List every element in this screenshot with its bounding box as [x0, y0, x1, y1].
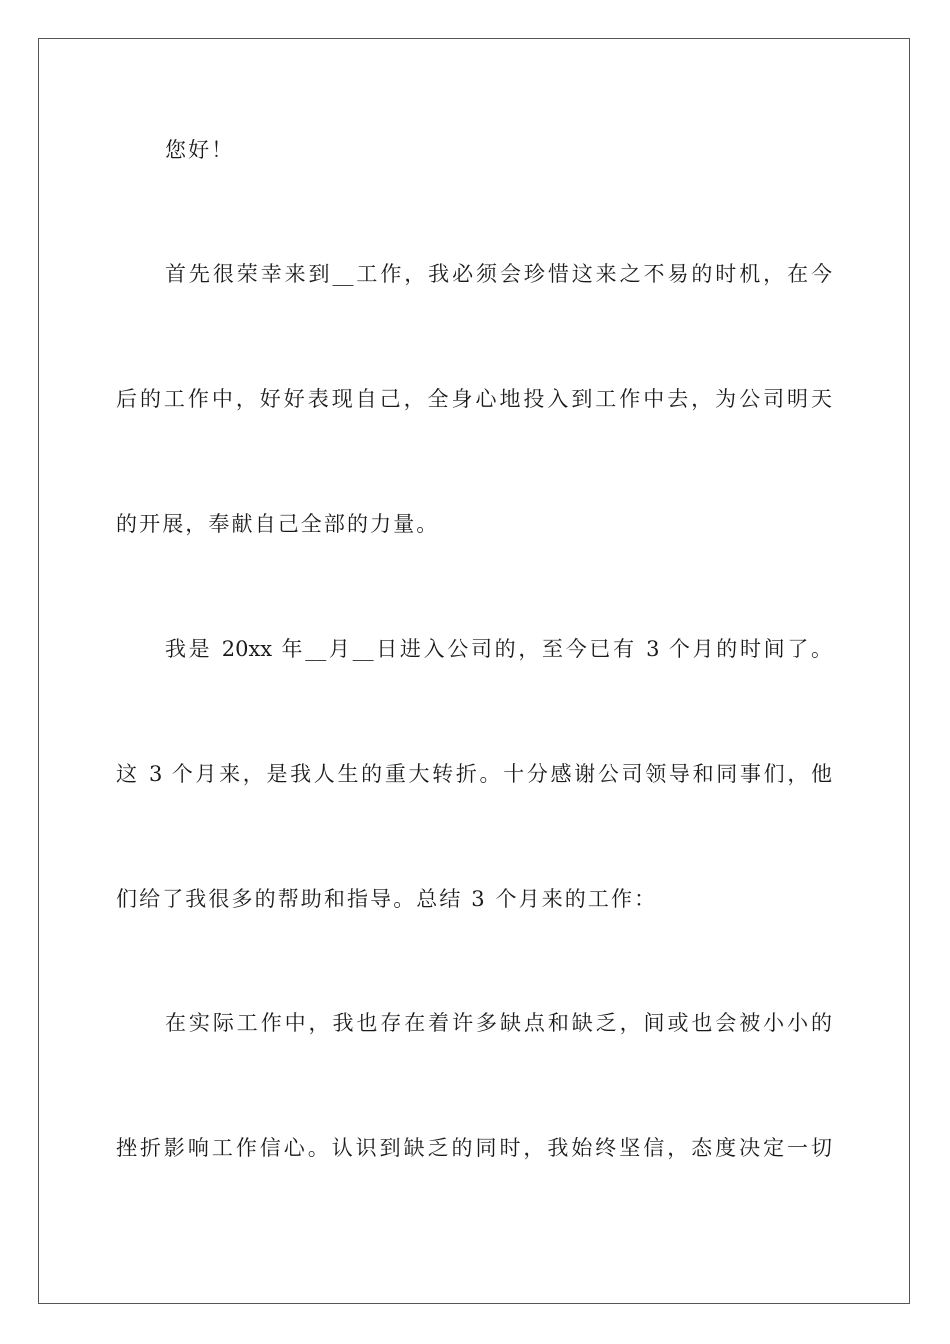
paragraph-2-line-2: 这 3 个月来，是我人生的重大转折。十分感谢公司领导和同事们，他: [116, 762, 832, 786]
paragraph-1-line-2: 后的工作中，好好表现自己，全身心地投入到工作中去，为公司明天: [116, 387, 832, 411]
paragraph-3-line-1: 在实际工作中，我也存在着许多缺点和缺乏，间或也会被小小的: [165, 1011, 832, 1035]
paragraph-1-line-1: 首先很荣幸来到__工作，我必须会珍惜这来之不易的时机，在今: [165, 262, 832, 286]
paragraph-1-line-3: 的开展，奉献自己全部的力量。: [116, 512, 440, 536]
greeting-line: 您好！: [165, 138, 235, 162]
paragraph-2-line-3: 们给了我很多的帮助和指导。总结 3 个月来的工作：: [116, 887, 658, 911]
paragraph-3-line-2: 挫折影响工作信心。认识到缺乏的同时，我始终坚信，态度决定一切: [116, 1136, 832, 1160]
page-border: [38, 38, 910, 1304]
paragraph-2-line-1: 我是 20xx 年__月__日进入公司的，至今已有 3 个月的时间了。: [165, 637, 832, 661]
